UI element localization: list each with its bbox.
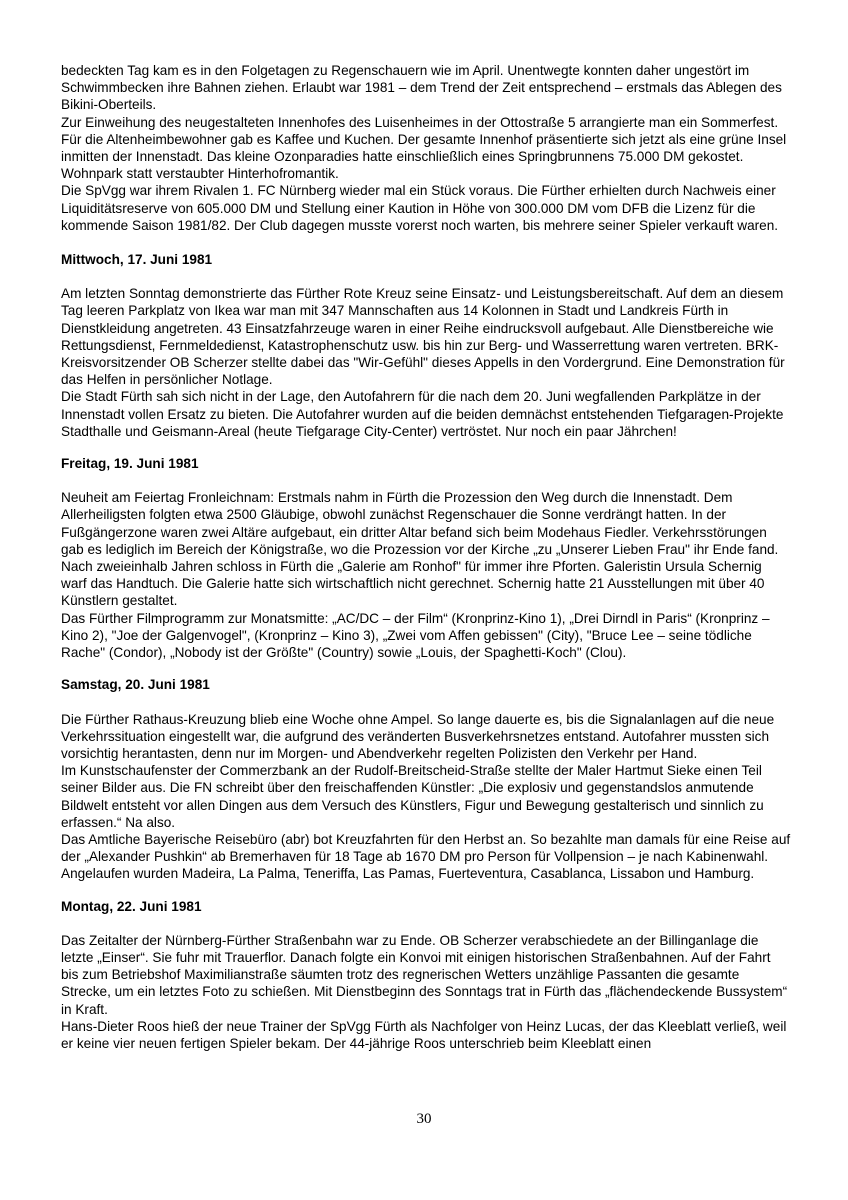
paragraph: Die Fürther Rathaus-Kreuzung blieb eine Woche ohne Ampel. So lange dauerte es, bis die Signalanlagen auf die neue Verkehrssituation eingestellt war, die aufgrund des veränderten Busverkehrsnetzes entstand. Autofahrer mussten sich vorsichtig herantasten, denn nur im Morgen- und Abendverkehr regelten Polizisten den Verkehr per Hand. (61, 711, 775, 761)
paragraph: Am letzten Sonntag demonstrierte das Fürther Rote Kreuz seine Einsatz- und Leistungsbereitschaft. Auf dem an diesem Tag leeren Parkplatz von Ikea war man mit 347 Mannschaften aus 14 Kolonnen in Stadt und Landkreis Fürth in Dienstkleidung angetreten. 43 Einsatzfahrzeuge waren in einer Reihe eindrucksvoll aufgebaut. Alle Dienstbereiche wie Rettungsdienst, Fernmeldedienst, Katastrophenschutz usw. bis hin zur Berg- und Wasserrettung waren vertreten. BRK-Kreisvorsitzender OB Scherzer stellte dabei das "Wir-Gefühl" dieses Appells in den Vordergrund. Eine Demonstration für das Helfen in persönlicher Notlage. (61, 286, 785, 388)
paragraph: Das Zeitalter der Nürnberg-Fürther Straßenbahn war zu Ende. OB Scherzer verabschiedete an der Billinganlage die letzte „Einser“. Sie fuhr mit Trauerflor. Danach folgte ein Konvoi mit einigen historischen Straßenbahnen. Auf der Fahrt bis zum Betriebshof Maximilianstraße säumten trotz des regnerischen Wetters unzählige Passanten die gesamte Strecke, um ein letztes Foto zu schießen. Mit Dienstbeginn des Sonntags trat in Fürth das „flächendeckende Bussystem“ in Kraft. (61, 932, 788, 1017)
paragraph: Das Fürther Filmprogramm zur Monatsmitte: „AC/DC – der Film“ (Kronprinz-Kino 1), „Drei Dirndl in Paris“ (Kronprinz – Kino 2), "Joe der Galgenvogel", (Kronprinz – Kino 3), „Zwei vom Affen gebissen" (City), "Bruce Lee – seine tödliche Rache" (Condor), „Nobody ist der Größte" (Country) sowie „Louis, der Spaghetti-Koch" (Clou). (61, 610, 770, 661)
page-number: 30 (416, 1111, 432, 1127)
paragraph: Nach zweieinhalb Jahren schloss in Fürth die „Galerie am Ronhof" für immer ihre Pforten. Galeristin Ursula Schernig warf das Handtuch. Die Galerie hatte sich wirtschaftlich nicht gerechnet. Schernig hatte 21 Ausstellungen mit über 40 Künstlern gestaltet. (61, 559, 765, 609)
section-heading: Freitag, 19. Juni 1981 (61, 456, 199, 472)
paragraph: Hans-Dieter Roos hieß der neue Trainer der SpVgg Fürth als Nachfolger von Heinz Lucas, der das Kleeblatt verließ, weil er keine vier neuen fertigen Spieler bekam. Der 44-jährige Roos unterschrieb beim Kleeblatt einen (61, 1018, 787, 1051)
paragraph: Das Amtliche Bayerische Reisebüro (abr) bot Kreuzfahrten für den Herbst an. So bezahlte man damals für eine Reise auf der „Alexander Pushkin“ ab Bremerhaven für 18 Tage ab 1670 DM pro Person für Vollpension – je nach Kabinenwahl. Angelaufen wurden Madeira, La Palma, Teneriffa, Las Pamas, Fuerteventura, Casablanca, Lissabon und Hamburg. (61, 831, 791, 882)
section-heading: Mittwoch, 17. Juni 1981 (61, 252, 213, 268)
paragraph: Zur Einweihung des neugestalteten Innenhofes des Luisenheimes in der Ottostraße 5 arrangierte man ein Sommerfest. Für die Altenheimbewohner gab es Kaffee und Kuchen. Der gesamte Innenhof präsentierte sich jetzt als eine grüne Insel inmitten der Innenstadt. Das kleine Ozonparadies hatte einschließlich eines Springbrunnens 75.000 DM gekostet. Wohnpark statt verstaubter Hinterhofromantik. (61, 114, 787, 182)
paragraph: bedeckten Tag kam es in den Folgetagen zu Regenschauern wie im April. Unentwegte konnten daher ungestört im Schwimmbecken ihre Bahnen ziehen. Erlaubt war 1981 – dem Trend der Zeit entsprechend – erstmals das Ablegen des Bikini-Oberteils. (61, 63, 782, 113)
paragraph: Im Kunstschaufenster der Commerzbank an der Rudolf-Breitscheid-Straße stellte der Maler Hartmut Sieke einen Teil seiner Bilder aus. Die FN schreibt über den freischaffenden Künstler: „Die explosiv und gegenstandslos anmutende Bildwelt entsteht vor allen Dingen aus dem Versuch des Künstlers, Figur und Bewegung gestalterisch und sinnlich zu erfassen.“ Na also. (61, 763, 764, 830)
section-heading: Samstag, 20. Juni 1981 (61, 677, 210, 693)
paragraph: Die SpVgg war ihrem Rivalen 1. FC Nürnberg wieder mal ein Stück voraus. Die Fürther erhielten durch Nachweis einer Liquiditätsreserve von 605.000 DM und Stellung einer Kaution in Höhe von 300.000 DM vom DFB die Lizenz für die kommende Saison 1981/82. Der Club dagegen musste vorerst noch warten, bis mehrere seiner Spieler verkauft waren. (61, 183, 779, 233)
paragraph: Die Stadt Fürth sah sich nicht in der Lage, den Autofahrern für die nach dem 20. Juni wegfallenden Parkplätze in der Innenstadt vollen Ersatz zu bieten. Die Autofahrer wurden auf die beiden demnächst entstehenden Tiefgaragen-Projekte Stadthalle und Geismann-Areal (heute Tiefgarage City-Center) vertröstet. Nur noch ein paar Jährchen! (61, 389, 784, 439)
page-body (61, 62, 791, 1052)
section-heading: Montag, 22. Juni 1981 (61, 898, 202, 914)
paragraph: Neuheit am Feiertag Fronleichnam: Erstmals nahm in Fürth die Prozession den Weg durch die Innenstadt. Dem Allerheiligsten folgten etwa 2500 Gläubige, obwohl zunächst Regenschauer die Sonne verdrängt hatten. In der Fußgängerzone waren zwei Altäre aufgebaut, ein dritter Altar befand sich beim Modehaus Fiedler. Verkehrsstörungen gab es lediglich im Bereich der Königstraße, wo die Prozession vor der Kirche „zu „Unserer Lieben Frau" ihr Ende fand. (61, 490, 779, 557)
